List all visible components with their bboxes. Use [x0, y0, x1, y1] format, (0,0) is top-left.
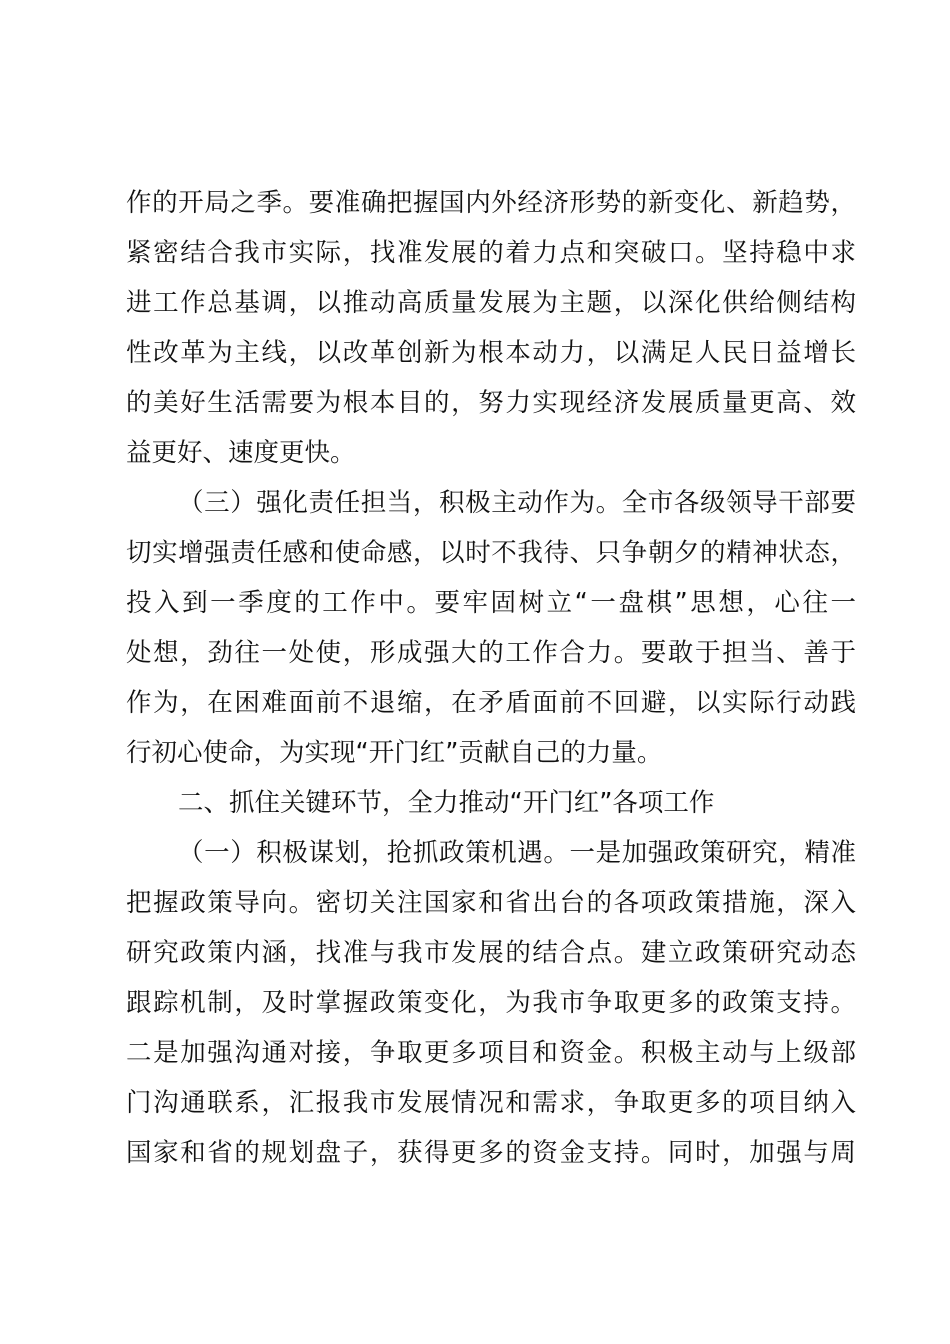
paragraph-line: 作的开局之季。要准确把握国内外经济形势的新变化、新趋势，	[126, 188, 856, 218]
paragraph-line: 紧密结合我市实际，找准发展的着力点和突破口。坚持稳中求	[126, 238, 856, 268]
paragraph-line: 门沟通联系，汇报我市发展情况和需求，争取更多的项目纳入	[126, 1088, 856, 1118]
paragraph-line: 把握政策导向。密切关注国家和省出台的各项政策措施，深入	[126, 888, 856, 918]
paragraph-line: （一）积极谋划，抢抓政策机遇。一是加强政策研究，精准	[178, 838, 856, 868]
paragraph-line: 处想，劲往一处使，形成强大的工作合力。要敢于担当、善于	[126, 638, 856, 668]
document-body	[126, 178, 856, 1178]
paragraph-line: 跟踪机制，及时掌握政策变化，为我市争取更多的政策支持。	[126, 988, 856, 1018]
paragraph-line: （三）强化责任担当，积极主动作为。全市各级领导干部要	[178, 488, 856, 518]
paragraph-line: 研究政策内涵，找准与我市发展的结合点。建立政策研究动态	[126, 938, 856, 968]
paragraph-line: 二是加强沟通对接，争取更多项目和资金。积极主动与上级部	[126, 1038, 856, 1068]
paragraph-line: 行初心使命，为实现“开门红”贡献自己的力量。	[126, 738, 663, 768]
paragraph-line: 的美好生活需要为根本目的，努力实现经济发展质量更高、效	[126, 388, 856, 418]
paragraph-line: 作为，在困难面前不退缩，在矛盾面前不回避，以实际行动践	[126, 688, 856, 718]
section-heading: 二、抓住关键环节，全力推动“开门红”各项工作	[178, 788, 715, 818]
paragraph-line: 切实增强责任感和使命感，以时不我待、只争朝夕的精神状态，	[126, 538, 856, 568]
paragraph-line: 益更好、速度更快。	[126, 438, 356, 468]
paragraph-line: 国家和省的规划盘子，获得更多的资金支持。同时，加强与周	[126, 1138, 856, 1168]
paragraph-line: 性改革为主线，以改革创新为根本动力，以满足人民日益增长	[126, 338, 856, 368]
paragraph-line: 进工作总基调，以推动高质量发展为主题，以深化供给侧结构	[126, 288, 856, 318]
paragraph-line: 投入到一季度的工作中。要牢固树立“一盘棋”思想，心往一	[126, 588, 856, 618]
